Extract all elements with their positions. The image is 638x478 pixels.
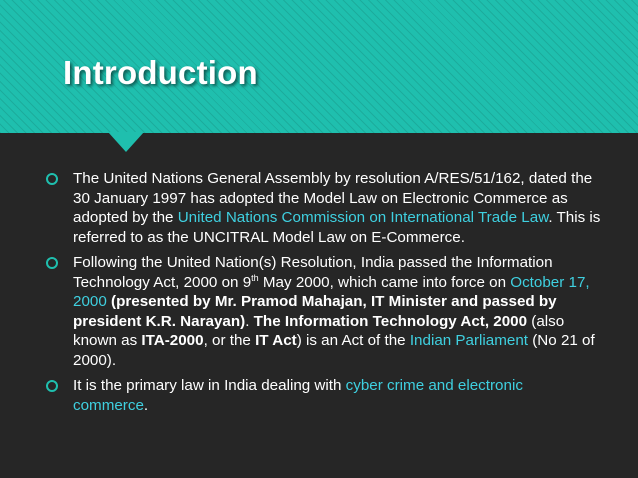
hollow-circle-icon (46, 380, 58, 392)
text-segment: (also known as (73, 312, 565, 349)
bullet-list (46, 169, 601, 421)
text-segment: Following the United Nation(s) Resolution, India passed the Information Technology Act, 2000 on 9 (73, 254, 553, 291)
bullet-text (73, 254, 595, 369)
text-segment: . (245, 312, 254, 330)
bullet-item (46, 253, 601, 370)
slide-title: Introduction (63, 54, 258, 91)
text-segment: , or the (203, 332, 256, 349)
bold-segment: IT Act (255, 332, 297, 349)
banner-pointer (108, 132, 144, 152)
text-segment: It is the primary law in India dealing with (73, 377, 346, 394)
text-segment: . (143, 396, 149, 414)
bullet-item (46, 376, 601, 415)
text-segment: May 2000, which came into force on (258, 273, 511, 291)
hollow-circle-icon (46, 173, 58, 185)
hollow-circle-icon (46, 257, 58, 269)
link-uncitral[interactable]: United Nations Commission on International Trade Law (177, 209, 549, 226)
bold-segment: The Information Technology Act, 2000 (253, 312, 528, 330)
link-indian-parliament[interactable]: Indian Parliament (409, 332, 529, 349)
bullet-text (73, 377, 523, 414)
bullet-item (46, 169, 601, 247)
text-segment: . This is referred to as the UNCITRAL Model Law on E-Commerce. (73, 209, 601, 246)
link-cyber-crime[interactable]: cyber crime and electronic commerce (73, 377, 523, 414)
bullet-text (73, 170, 600, 246)
text-segment: (No 21 of 2000). (73, 332, 595, 369)
superscript-th: th (251, 272, 259, 283)
text-segment: ) is an Act of the (296, 332, 410, 349)
link-october-17-2000[interactable]: October 17, 2000 (73, 273, 590, 310)
title-banner (0, 0, 638, 133)
bold-segment: ITA-2000 (141, 332, 204, 349)
bold-segment: (presented by Mr. Pramod Mahajan, IT Minister and passed by president K.R. Narayan) (73, 293, 557, 330)
text-segment: The United Nations General Assembly by resolution A/RES/51/162, dated the 30 January 1997 has adopted the Model Law on Electronic Commerce as adopted by the (73, 170, 593, 226)
